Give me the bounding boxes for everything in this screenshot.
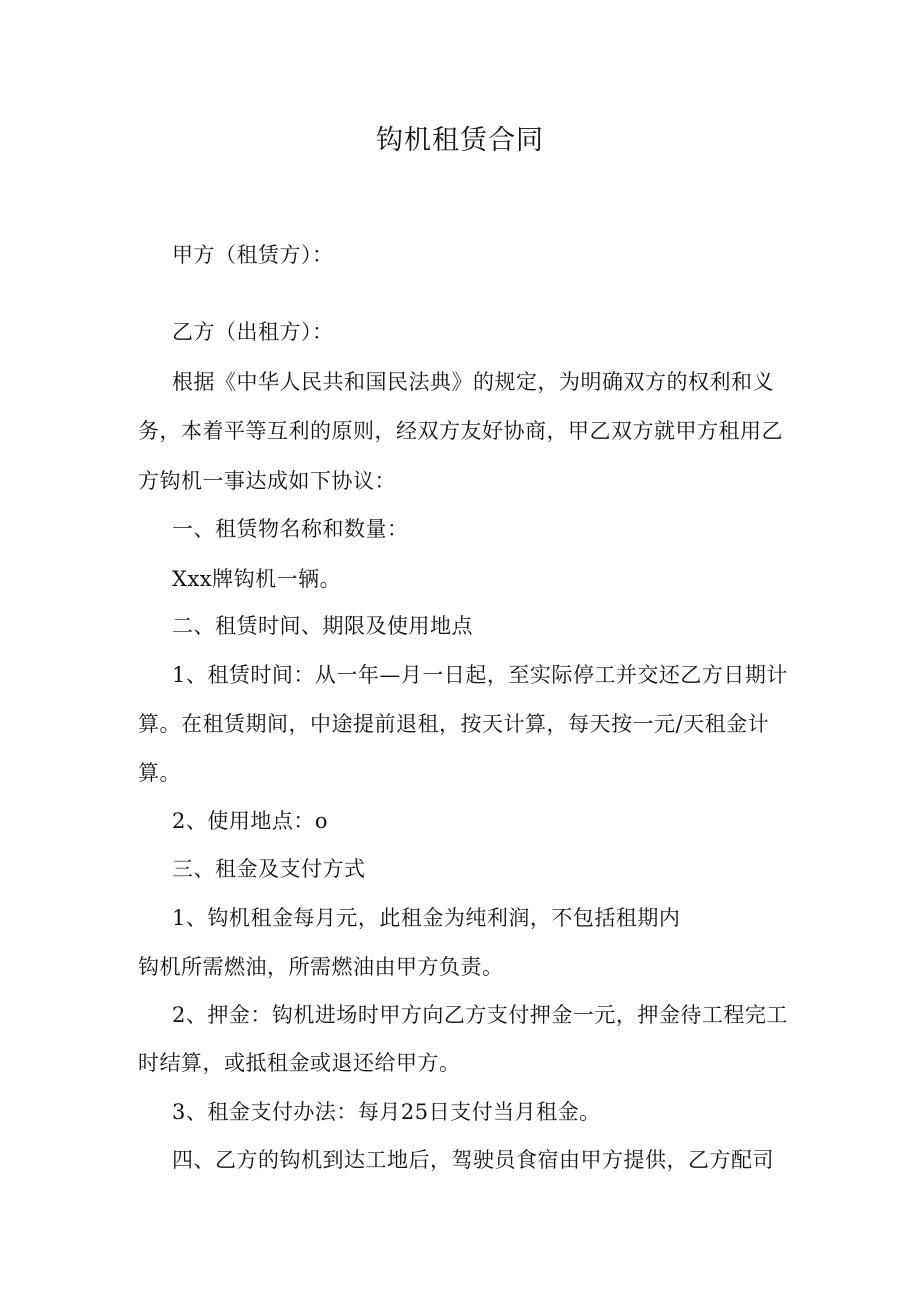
clause-2-1-line-1: 1、租赁时间：从一年—月一日起，至实际停工并交还乙方日期计 — [172, 663, 788, 687]
party-b-line: 乙方（出租方）： — [172, 320, 334, 344]
party-a-line: 甲方（租赁方）： — [172, 243, 334, 267]
clause-3-2-line-1: 2、押金：钩机进场时甲方向乙方支付押金一元，押金待工程完工 — [172, 1003, 788, 1027]
section-3-heading: 三、租金及支付方式 — [172, 857, 366, 881]
preamble-line-1: 根据《中华人民共和国民法典》的规定，为明确双方的权利和义 — [172, 370, 774, 394]
section-1-heading: 一、租赁物名称和数量： — [172, 517, 409, 541]
clause-3-1-line-2: 钩机所需燃油，所需燃油由甲方负责。 — [138, 955, 504, 979]
section-2-heading: 二、租赁时间、期限及使用地点 — [172, 614, 473, 638]
clause-3-2-line-2: 时结算，或抵租金或退还给甲方。 — [138, 1051, 461, 1075]
clause-3-1-line-1: 1、钩机租金每月元，此租金为纯利润，不包括租期内 — [172, 906, 681, 930]
clause-2-1-line-3: 算。 — [138, 761, 181, 785]
clause-2-1-line-2: 算。在租赁期间，中途提前退租，按天计算，每天按一元/天租金计 — [138, 712, 770, 736]
clause-2-2: 2、使用地点：o — [172, 809, 329, 833]
document-title: 钩机租赁合同 — [376, 125, 544, 156]
clause-3-3: 3、租金支付办法：每月25日支付当月租金。 — [172, 1100, 601, 1124]
section-4-line-1: 四、乙方的钩机到达工地后，驾驶员食宿由甲方提供，乙方配司 — [172, 1148, 774, 1172]
section-1-body: Xxx牌钩机一辆。 — [172, 567, 342, 591]
preamble-line-3: 方钩机一事达成如下协议： — [138, 469, 396, 493]
preamble-line-2: 务，本着平等互利的原则，经双方友好协商，甲乙双方就甲方租用乙 — [138, 419, 783, 443]
